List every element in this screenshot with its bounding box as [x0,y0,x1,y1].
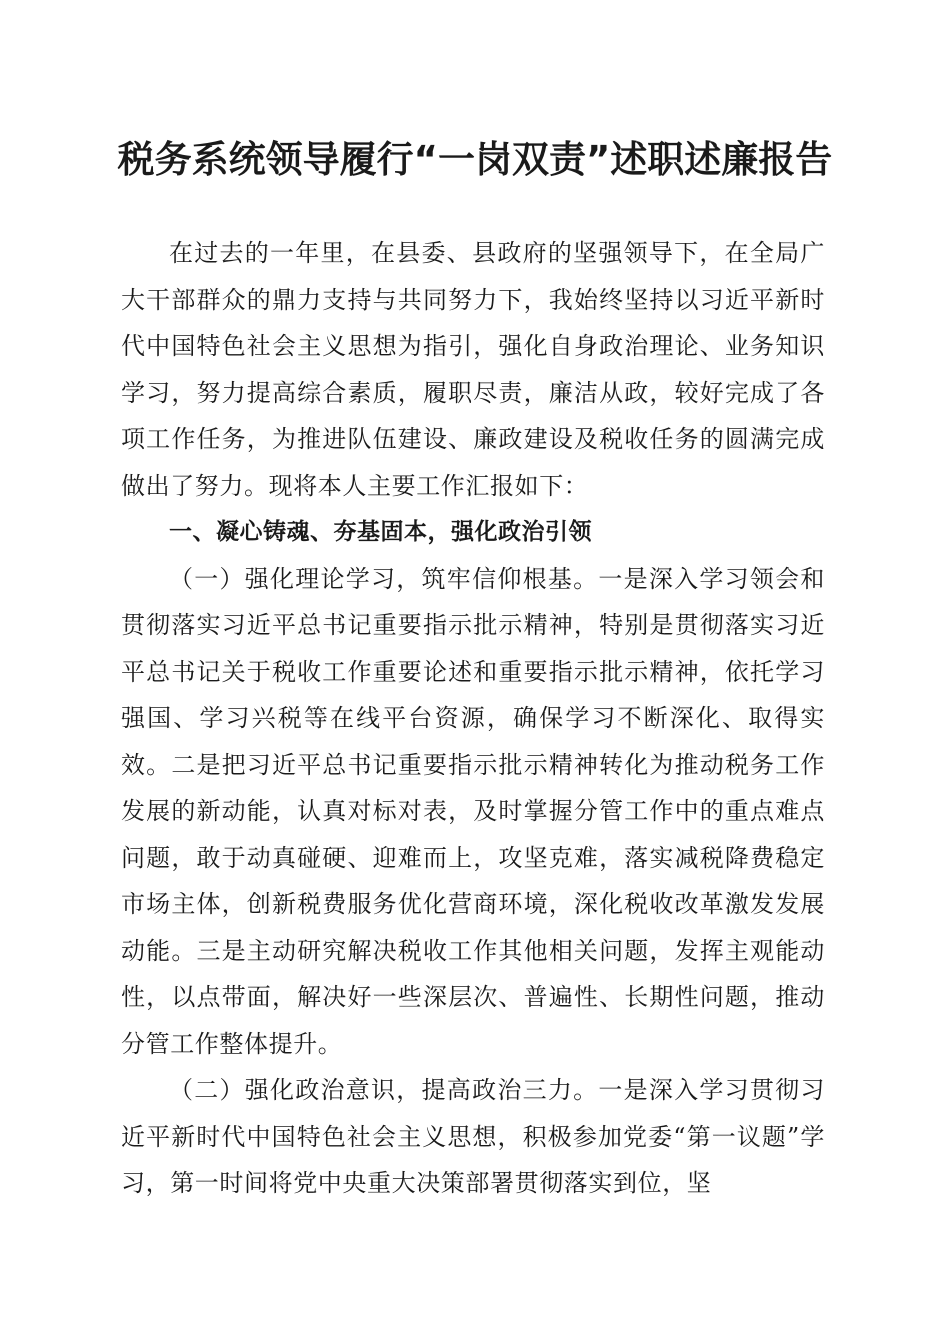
document-title: 税务系统领导履行“一岗双责”述职述廉报告 [117,138,833,181]
section-1-item-2: （二）强化政治意识，提高政治三力。一是深入学习贯彻习近平新时代中国特色社会主义思想，积极参加党委“第一议题”学习，第一时间将党中央重大决策部署贯彻落实到位，坚 [121,1076,825,1197]
intro-paragraph: 在过去的一年里，在县委、县政府的坚强领导下，在全局广大干部群众的鼎力支持与共同努力下，我始终坚持以习近平新时代中国特色社会主义思想为指引，强化自身政治理论、业务知识学习，努力提高综合素质，履职尽责，廉洁从政，较好完成了各项工作任务，为推进队伍建设、廉政建设及税收任务的圆满完成做出了努力。现将本人主要工作汇报如下： [121,239,825,500]
section-heading-1: 一、凝心铸魂、夯基固本，强化政治引领 [169,519,592,545]
section-1-item-1: （一）强化理论学习，筑牢信仰根基。一是深入学习领会和贯彻落实习近平总书记重要指示批示精神，特别是贯彻落实习近平总书记关于税收工作重要论述和重要指示批示精神，依托学习强国、学习兴税等在线平台资源，确保学习不断深化、取得实效。二是把习近平总书记重要指示批示精神转化为推动税务工作发展的新动能，认真对标对表，及时掌握分管工作中的重点难点问题，敢于动真碰硬、迎难而上，攻坚克难，落实减税降费稳定市场主体，创新税费服务优化营商环境，深化税收改革激发发展动能。三是主动研究解决税收工作其他相关问题，发挥主观能动性，以点带面，解决好一些深层次、普遍性、长期性问题，推动分管工作整体提升。 [121,564,825,1058]
document-body [121,230,825,1207]
